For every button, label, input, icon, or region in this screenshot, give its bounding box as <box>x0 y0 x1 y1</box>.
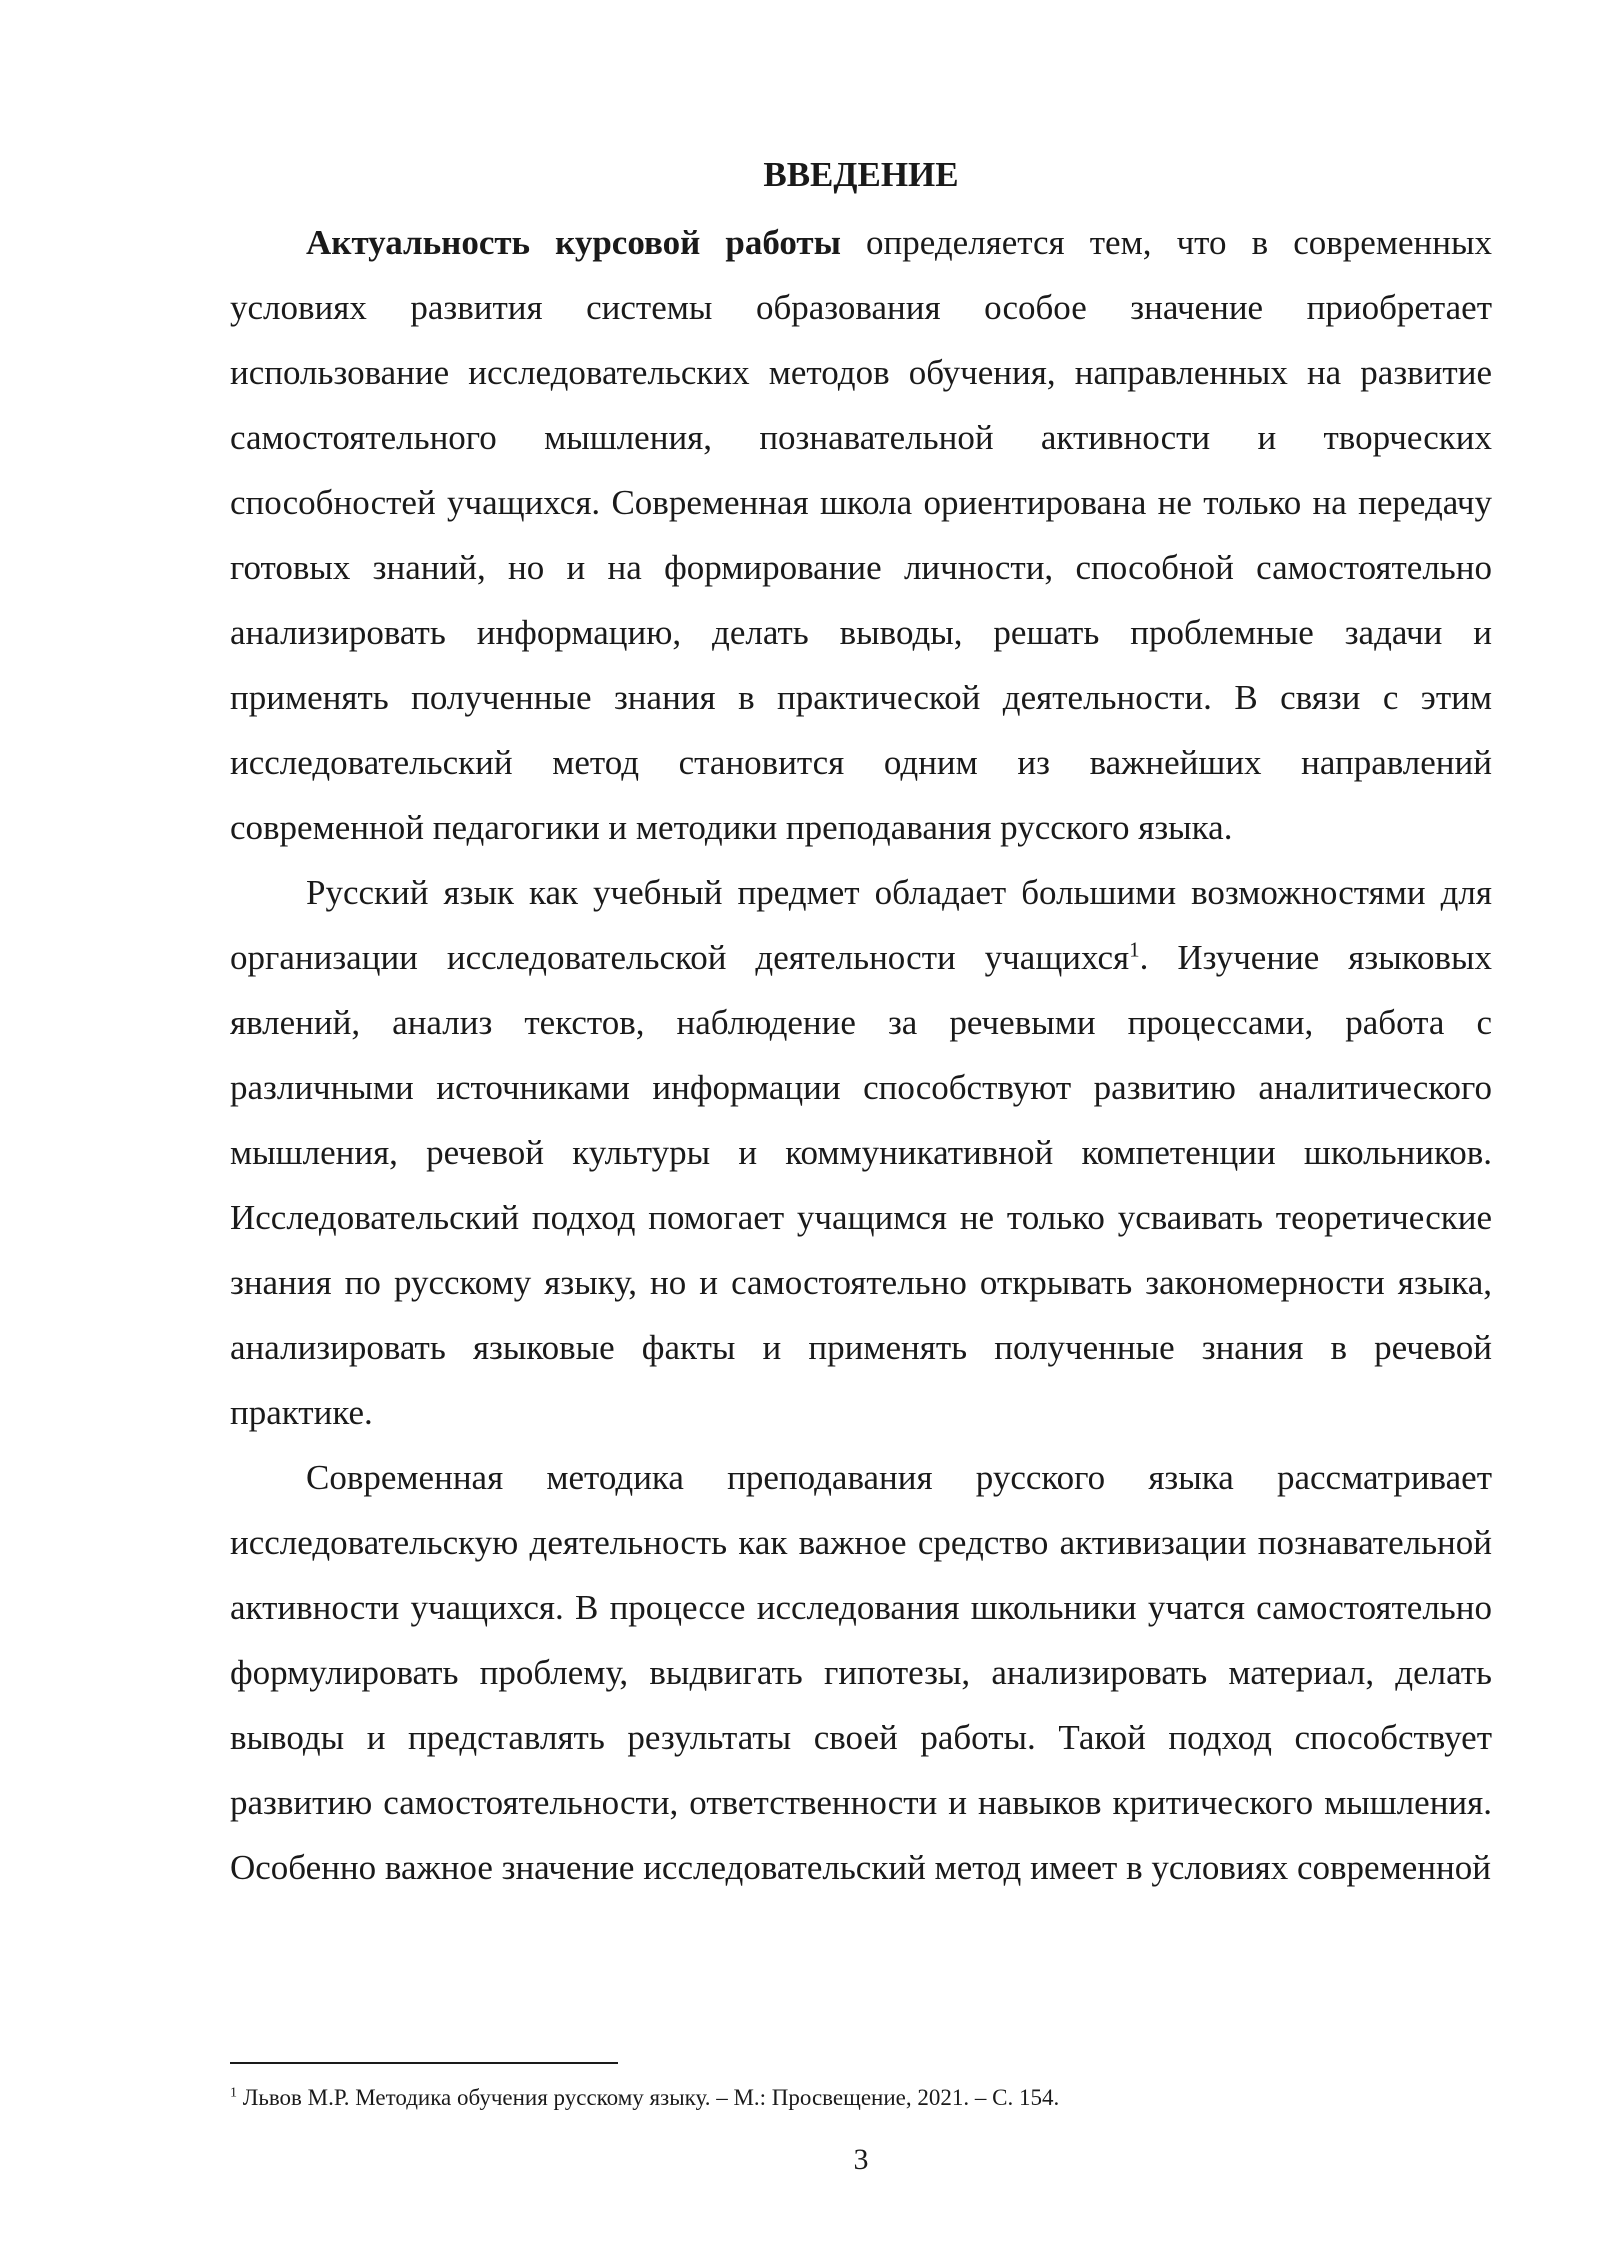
paragraph-3-text: Современная методика преподавания русского языка рассматривает исследовательскую деятельность как важное средство активизации познавательной активности учащихся. В процессе исследования школьники учатся самостоятельно формулировать проблему, выдвигать гипотезы, анализировать материал, делать выводы и представлять результаты своей работы. Такой подход способствует развитию самостоятельности, ответственности и навыков критического мышления. Особенно важное значение исследовательский метод имеет в условиях современной <box>230 1458 1492 1887</box>
footnote-separator <box>230 2062 618 2064</box>
footnote-text: Львов М.Р. Методика обучения русскому языку. – М.: Просвещение, 2021. – С. 154. <box>237 2085 1060 2110</box>
footnote-reference[interactable]: 1 <box>1129 937 1140 962</box>
paragraph-1-text: определяется тем, что в современных условиях развития системы образования особое значение приобретает использование исследовательских методов обучения, направленных на развитие самостоятельного мышления, познавательной активности и творческих способностей учащихся. Современная школа ориентирована не только на передачу готовых знаний, но и на формирование личности, способной самостоятельно анализировать информацию, делать выводы, решать проблемные задачи и применять полученные знания в практической деятельности. В связи с этим исследовательский метод становится одним из важнейших направлений современной педагогики и методики преподавания русского языка. <box>230 223 1492 847</box>
paragraph-2-text-after: . Изучение языковых явлений, анализ текстов, наблюдение за речевыми процессами, работа с различными источниками информации способствуют развитию аналитического мышления, речевой культуры и коммуникативной компетенции школьников. Исследовательский подход помогает учащимся не только усваивать теоретические знания по русскому языку, но и самостоятельно открывать закономерности языка, анализировать языковые факты и применять полученные знания в речевой практике. <box>230 938 1492 1432</box>
paragraph-3 <box>230 1445 1492 1900</box>
paragraph-2-text-before: Русский язык как учебный предмет обладает большими возможностями для организации исследовательской деятельности учащихся <box>230 873 1492 977</box>
footnote-marker: 1 <box>230 2085 237 2101</box>
footnote <box>230 2082 1492 2114</box>
body-text <box>230 210 1492 1900</box>
paragraph-lead-bold: Актуальность курсовой работы <box>306 223 841 262</box>
paragraph-1 <box>230 210 1492 860</box>
page-number: 3 <box>853 2143 869 2176</box>
page-heading: ВВЕДЕНИЕ <box>763 155 959 194</box>
paragraph-2 <box>230 860 1492 1445</box>
